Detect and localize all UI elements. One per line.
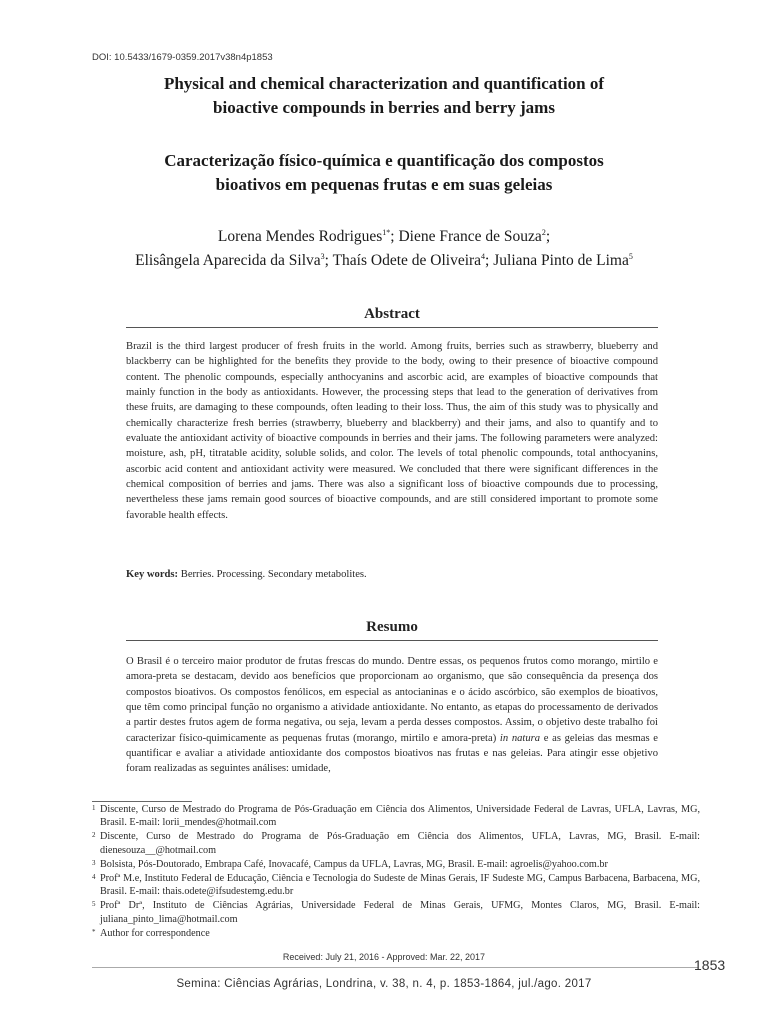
author-line-1 bbox=[80, 225, 688, 249]
footnote-mark: 5 bbox=[92, 900, 96, 909]
footnote-mark: * bbox=[92, 927, 96, 936]
abstract-heading: Abstract bbox=[126, 306, 658, 328]
title-english bbox=[80, 72, 688, 120]
footnote-text: Profª Drª, Instituto de Ciências Agrárias, Universidade Federal de Minas Gerais, UFMG, Montes Claros, MG, Brasil. E-mail: juliana_pinto_lima@hotmail.com bbox=[100, 900, 700, 925]
footnote-mark: 3 bbox=[92, 858, 96, 867]
author-separator: ; bbox=[390, 228, 399, 245]
footnote-item bbox=[92, 830, 700, 856]
resumo-text bbox=[126, 654, 658, 777]
footnote-item bbox=[92, 872, 700, 898]
author-affiliation-mark: 2 bbox=[541, 227, 546, 237]
footnote-text: Author for correspondence bbox=[100, 927, 210, 939]
author-separator: ; bbox=[324, 252, 333, 269]
keywords-text: Berries. Processing. Secondary metabolites. bbox=[180, 569, 367, 580]
author-affiliation-mark: 1* bbox=[382, 227, 391, 237]
footnote-text: Discente, Curso de Mestrado do Programa de Pós-Graduação em Ciência dos Alimentos, UFLA, Lavras, MG, Brasil. E-mail: dienesouza__@hotmail.com bbox=[100, 831, 700, 856]
resumo-heading: Resumo bbox=[126, 619, 658, 641]
footnote-mark: 4 bbox=[92, 873, 96, 882]
author-list bbox=[80, 225, 688, 273]
author-name: Lorena Mendes Rodrigues bbox=[217, 228, 383, 245]
author-separator: ; bbox=[485, 252, 494, 269]
received-approved-line: Received: July 21, 2016 - Approved: Mar. 22, 2017 bbox=[282, 952, 486, 962]
title-portuguese-line-2: bioativos em pequenas frutas e em suas geleias bbox=[215, 175, 553, 194]
title-portuguese-line-1: Caracterização físico-química e quantificação dos compostos bbox=[164, 151, 604, 170]
author-line-2 bbox=[80, 249, 688, 273]
author-name: Diene France de Souza bbox=[398, 228, 542, 245]
resumo-italic-term: in natura bbox=[499, 732, 541, 744]
footnote-item bbox=[92, 803, 700, 829]
title-english-line-2: bioactive compounds in berries and berry jams bbox=[213, 98, 555, 117]
title-english-line-1: Physical and chemical characterization and quantification of bbox=[163, 74, 605, 93]
footnote-text: Bolsista, Pós-Doutorado, Embrapa Café, Inovacafé, Campus da UFLA, Lavras, MG, Brasil. E-mail: agroelis@yahoo.com.br bbox=[100, 858, 608, 870]
resumo-text-part-2: e as geleias das mesmas e quantificar e avaliar a atividade antioxidante dos compostos bioativos nas frutas e nas geleias. Para atingir esse objetivo foram realizadas as seguintes análises: umidade, bbox=[126, 732, 658, 775]
keywords-line bbox=[126, 567, 658, 582]
footnote-mark: 2 bbox=[92, 831, 96, 840]
abstract-text: Brazil is the third largest producer of fresh fruits in the world. Among fruits, berries such as strawberry, blueberry and blackberry can be highlighted for the benefits they provide to the body, owing to their presence of bioactive compound content. The phenolic compounds, especially anthocyanins and ascorbic acid, are examples of bioactive compounds that mainly function in the body as antioxidants. However, the processing steps that lead to the generation of derivatives from these fruits, are damaging to these compounds, often leading to their loss. Thus, the aim of this study was to physically and chemically characterize fresh berries (strawberry, blueberry and blackberry) and their jams, and also to quantify and to evaluate the antioxidant activity of bioactive compounds in berries and their jams. The following parameters were analyzed: moisture, ash, pH, titratable acidity, soluble solids, and color. The levels of total phenolic compounds, total anthocyanins, ascorbic acid content and antioxidant activity were measured. We concluded that there were significant differences in the chemical composition of berries and jams. There was also a significant loss of bioactive compounds due to processing, nevertheless these jams remain good sources of bioactive compounds, and are still considered important to promote some favorable health effects. bbox=[126, 341, 658, 521]
footer-divider bbox=[92, 967, 698, 968]
footnote-mark: 1 bbox=[92, 804, 96, 812]
author-affiliation-mark: 3 bbox=[320, 251, 325, 261]
keywords-label: Key words: bbox=[126, 569, 179, 580]
author-separator: ; bbox=[545, 228, 551, 245]
author-name: Thaís Odete de Oliveira bbox=[332, 252, 482, 269]
doi-line: DOI: 10.5433/1679-0359.2017v38n4p1853 bbox=[92, 52, 273, 63]
journal-citation: Semina: Ciências Agrárias, Londrina, v. 38, n. 4, p. 1853-1864, jul./ago. 2017 bbox=[176, 978, 592, 990]
title-portuguese bbox=[80, 149, 688, 197]
author-name: Elisângela Aparecida da Silva bbox=[135, 252, 321, 269]
footnote-divider bbox=[92, 801, 192, 802]
author-name: Juliana Pinto de Lima bbox=[493, 252, 629, 269]
footnote-item bbox=[92, 927, 700, 940]
page-number: 1853 bbox=[694, 957, 726, 973]
footnote-text: Discente, Curso de Mestrado do Programa de Pós-Graduação em Ciência dos Alimentos, Universidade Federal de Lavras, UFLA, Lavras, MG, Brasil. E-mail: lorii_mendes@hotmail.com bbox=[100, 804, 700, 829]
footnote-text: Profª M.e, Instituto Federal de Educação, Ciência e Tecnologia do Sudeste de Minas Gerais, IF Sudeste MG, Campus Barbacena, Barbacena, MG, Brasil. E-mail: thais.odete@ifsudestemg.edu.br bbox=[100, 873, 700, 898]
author-affiliation-mark: 4 bbox=[481, 251, 486, 261]
footnotes bbox=[92, 803, 700, 941]
author-affiliation-mark: 5 bbox=[628, 251, 633, 261]
footnote-item bbox=[92, 858, 700, 871]
resumo-text-part-1: O Brasil é o terceiro maior produtor de frutas frescas do mundo. Dentre essas, os pequenos frutos como morango, mirtilo e amora-preta se destacam, devido aos benefícios que proporcionam ao organismo, que são consequência da presença dos compostos bioativos. Os compostos fenólicos, em especial as antocianinas e o ácido ascórbico, são exemplos de bioativos, que têm como principal função no organismo a atividade antioxidante. No entanto, as etapas do processamento de derivados a partir destes frutos agem de forma negativa, ou seja, levam a perda desses compostos. Assim, o objetivo deste trabalho foi caracterizar físico-quimicamente as pequenas frutas (morango, mirtilo e amora-preta) bbox=[126, 656, 658, 744]
footnote-item bbox=[92, 899, 700, 925]
